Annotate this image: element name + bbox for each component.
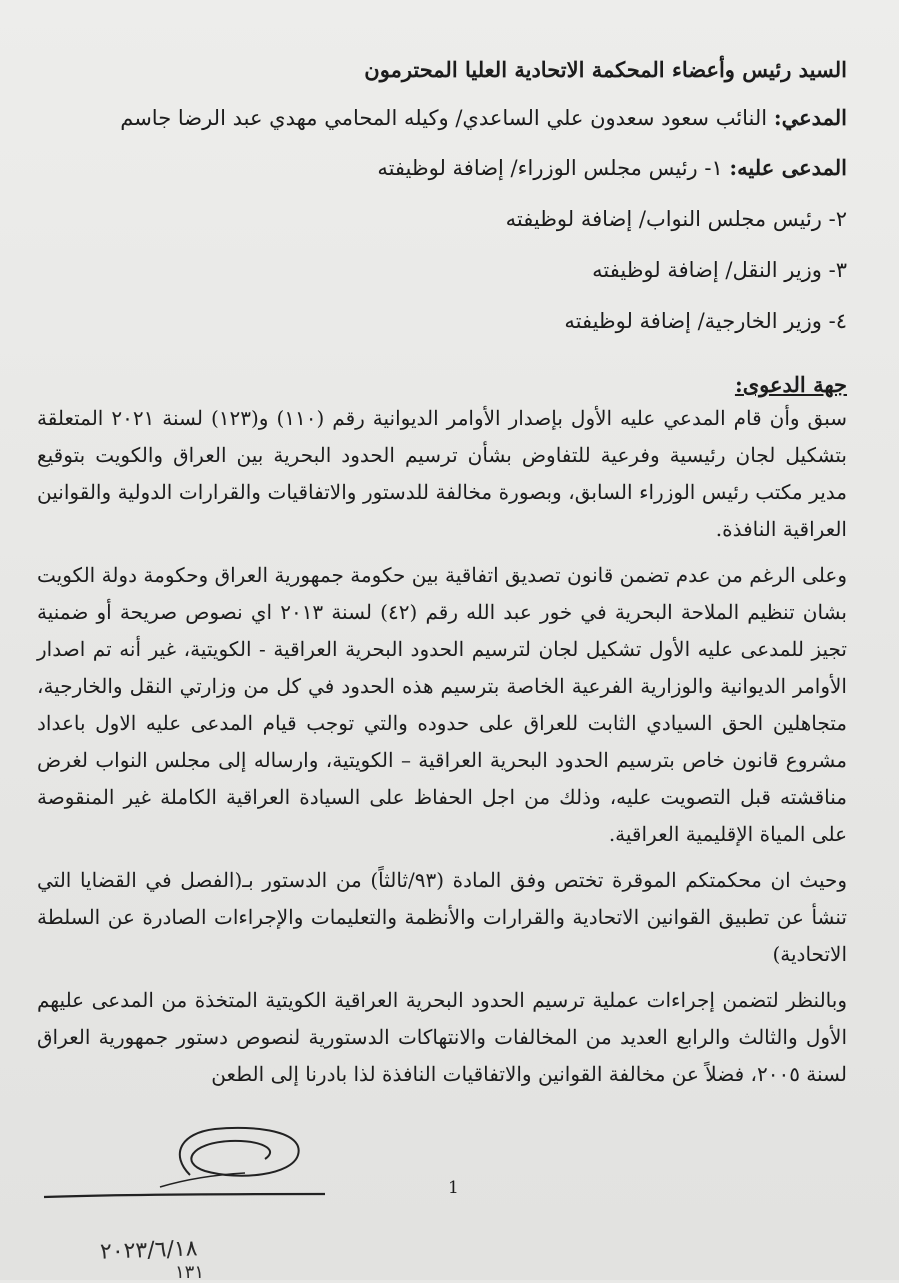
salutation: السيد رئيس وأعضاء المحكمة الاتحادية العليا المحترمون [364,57,847,82]
signature [40,1115,330,1210]
defendant-item-2: ٢- رئيس مجلس النواب/ إضافة لوظيفته [505,207,847,231]
paragraph-3: وحيث ان محكمتكم الموقرة تختص وفق المادة (٩٣/ثالثاً) من الدستور بـ(الفصل في القضايا التي تنشأ عن تطبيق القوانين الاتحادية والقرارات والأنظمة والتعليمات والإجراءات الصادرة عن السلطة الاتحادية) [37,868,847,966]
claim-heading: جهة الدعوى: [734,372,847,397]
paragraph-2: وعلى الرغم من عدم تضمن قانون تصديق اتفاقية بين حكومة جمهورية العراق وحكومة دولة الكويت بشان تنظيم الملاحة البحرية في خور عبد الله رقم (٤٢) لسنة ٢٠١٣ اي نصوص صريحة أو ضمنية تجيز للمدعى عليه الأول تشكيل لجان لترسيم الحدود البحرية العراقية - الكويتية، غير أنه تم اصدار الأوامر الديوانية والوزارية الفرعية الخاصة بترسيم هذه الحدود في كل من وزارتي النقل والخارجية، متجاهلين الحق السيادي الثابت للعراق على حدوده والتي توجب قيام المدعى عليه الاول باعداد مشروع قانون خاص بترسيم الحدود البحرية العراقية – الكويتية، وارساله إلى مجلس النواب لغرض مناقشته قبل التصويت عليه، وذلك من اجل الحفاظ على السيادة العراقية الكاملة غير المنقوصة على المياة الإقليمية العراقية. [37,563,847,846]
page-number: 1 [448,1178,459,1198]
defendant-item-3: ٣- وزير النقل/ إضافة لوظيفته [592,258,847,282]
defendant-label: المدعى عليه: [729,155,847,180]
plaintiff-label: المدعي: [773,105,847,130]
handwritten-number: ١٣١ [175,1262,205,1283]
defendant-item-4: ٤- وزير الخارجية/ إضافة لوظيفته [564,309,847,333]
handwritten-date: ٢٠٢٣/٦/١٨ [99,1236,198,1265]
defendant-line [40,153,847,183]
plaintiff-line [40,103,847,133]
plaintiff-value: النائب سعود سعدون علي الساعدي/ وكيله المحامي مهدي عبد الرضا جاسم [120,106,774,130]
paragraph-4: وبالنظر لتضمن إجراءات عملية ترسيم الحدود البحرية العراقية الكويتية المتخذة من المدعى عليهم الأول والثالث والرابع العديد من المخالفات والانتهاكات الدستورية لنصوص دستور جمهورية العراق لسنة ٢٠٠٥، فضلاً عن مخالفة القوانين والاتفاقيات النافذة لذا بادرنا إلى الطعن [37,988,847,1086]
defendant-item-1: ١- رئيس مجلس الوزراء/ إضافة لوظيفته [377,156,730,180]
paragraph-1: سبق وأن قام المدعي عليه الأول بإصدار الأوامر الديوانية رقم (١١٠) و(١٢٣) لسنة ٢٠٢١ المتعلقة بتشكيل لجان رئيسية وفرعية للتفاوض بشأن ترسيم الحدود البحرية بين العراق والكويت بتوقيع مدير مكتب رئيس الوزراء السابق، وبصورة مخالفة للدستور والاتفاقيات والقرارات الدولية والقوانين العراقية النافذة. [37,406,847,541]
